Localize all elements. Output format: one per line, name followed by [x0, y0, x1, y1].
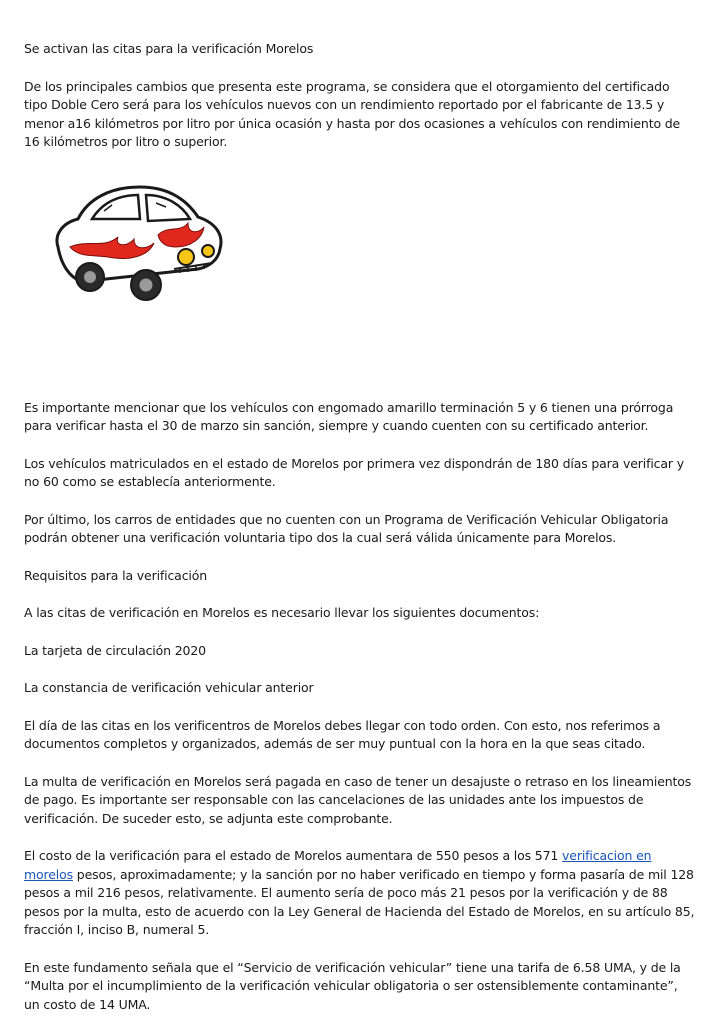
paragraph-dia-de-citas: El día de las citas en los verificentros de Morelos debes llegar con todo orden. Con esto, nos referimos a documentos completos y organizados, además de ser muy puntual con la hora en la que seas citado.: [24, 717, 661, 751]
document-body: [24, 40, 696, 1033]
paragraph-documentos-intro: A las citas de verificación en Morelos es necesario llevar los siguientes documentos:: [24, 605, 540, 620]
section-heading-requisitos: Requisitos para la verificación: [24, 567, 208, 583]
verificacion-morelos-link[interactable]: verificacion en morelos: [24, 848, 652, 882]
car-illustration: [24, 171, 696, 379]
requirement-tarjeta-circulacion: La tarjeta de circulación 2020: [24, 642, 206, 658]
paragraph-engomado-amarillo: Es importante mencionar que los vehículos con engomado amarillo terminación 5 y 6 tienen una prórroga para verificar hasta el 30 de marzo sin sanción, siempre y cuando cuenten con su certificado anterior.: [24, 399, 674, 433]
paragraph-fundamento-uma: En este fundamento señala que el “Servicio de verificación vehicular” tiene una tarifa de 6.58 UMA, y de la “Multa por el incumplimiento de la verificación vehicular obligatoria o ser ostensiblemente contaminante”, un costo de 14 UMA.: [24, 959, 681, 1012]
cartoon-car-with-flames-icon: [48, 177, 228, 309]
paragraph-costo-verificacion: [24, 847, 696, 940]
paragraph-doble-cero: De los principales cambios que presenta este programa, se considera que el otorgamiento del certificado tipo Doble Cero será para los vehículos nuevos con un rendimiento reportado por el fabricante de 13.5 y menor a16 kilómetros por litro por única ocasión y hasta por dos ocasiones a vehículos con rendimiento de 16 kilómetros por litro o superior.: [24, 78, 681, 149]
document-heading: Se activan las citas para la verificación Morelos: [24, 41, 314, 56]
paragraph-vehiculos-matriculados: Los vehículos matriculados en el estado de Morelos por primera vez dispondrán de 180 días para verificar y no 60 como se establecía anteriormente.: [24, 455, 684, 489]
requirement-constancia-verificacion: La constancia de verificación vehicular anterior: [24, 680, 314, 695]
costo-text-after-link: pesos, aproximadamente; y la sanción por no haber verificado en tiempo y forma pasaría de mil 128 pesos a mil 216 pesos, relativamente. El aumento sería de poco más 21 pesos por la verificación y de 88 pesos por la multa, esto de acuerdo con la Ley General de Hacienda del Estado de Morelos, en su artículo 85, fracción I, inciso B, numeral 5.: [24, 866, 695, 937]
costo-text-before-link: El costo de la verificación para el estado de Morelos aumentara de 550 pesos a los 571: [24, 848, 563, 863]
paragraph-verificacion-voluntaria: Por último, los carros de entidades que no cuenten con un Programa de Verificación Vehicular Obligatoria podrán obtener una verificación voluntaria tipo dos la cual será válida únicamente para Morelos.: [24, 511, 669, 545]
paragraph-multa-verificacion: La multa de verificación en Morelos será pagada en caso de tener un desajuste o retraso en los lineamientos de pago. Es importante ser responsable con las cancelaciones de las unidades ante los impuestos de verificación. De suceder esto, se adjunta este comprobante.: [24, 773, 692, 826]
